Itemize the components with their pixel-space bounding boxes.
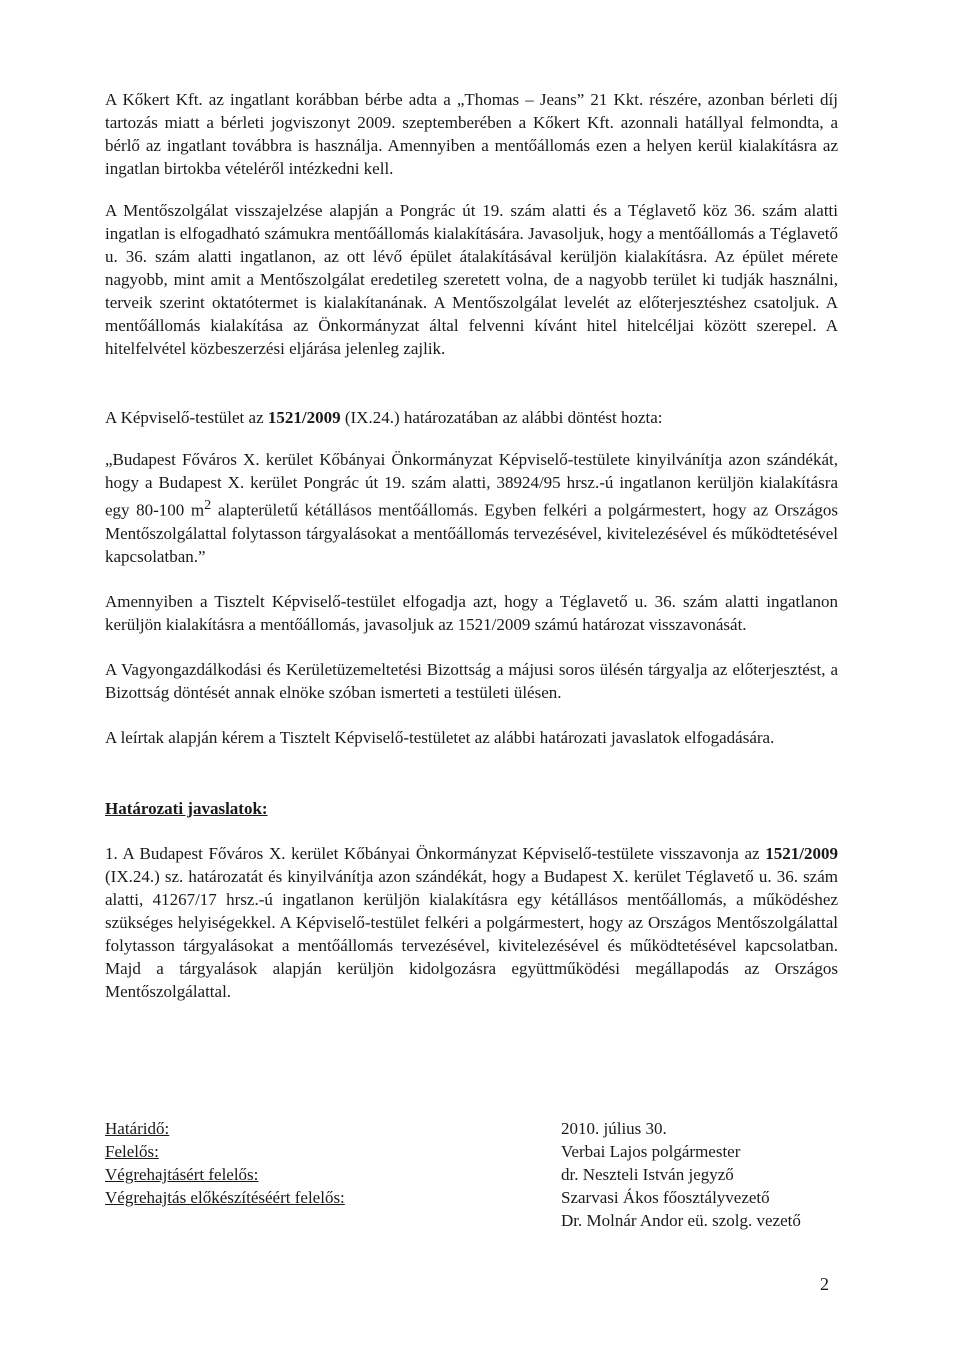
resolution-item-1 [105, 842, 838, 1003]
responsibility-row [105, 1140, 838, 1163]
superscript-2: 2 [204, 497, 212, 513]
resolution-text-part-2: (IX.24.) sz. határozatát és kinyilvánítja azon szándékát, hogy a Budapest X. kerület Téglavető u. 36. szám alatti, 41267/17 hrsz.-ú ingatlanon kerüljön kialakításra egy kétállásos mentőállomás, a működéshez szükséges helyiségekkel. A Képviselő-testület felkéri a polgármestert, hogy az Országos Mentőszolgálattal folytasson tárgyalásokat a mentőállomás tervezésével, kivitelezésével és működtetésével kapcsolatban. Majd a tárgyalások alapján kerüljön kidolgozásra együttműködési megállapodás az Országos Mentőszolgálattal. [105, 866, 838, 1001]
resolution-text-part-1: 1. A Budapest Főváros X. kerület Kőbányai Önkormányzat Képviselő-testülete visszavonja az [105, 843, 766, 863]
responsibility-row [105, 1163, 838, 1186]
preparation-responsible-value: Szarvasi Ákos főosztályvezető [561, 1188, 770, 1207]
paragraph-ambulance-service-feedback: A Mentőszolgálat visszajelzése alapján a Pongrác út 19. szám alatti és a Téglavető köz 36. szám alatti ingatlan is elfogadható számukra mentőállomás kialakítására. Javasoljuk, hogy a mentőállomás a Téglavető u. 36. szám alatti ingatlanon, az ott lévő épület átalakításával kerüljön kialakításra. Az épület mérete nagyobb, mint amit a Mentőszolgálat eredetileg szeretett volna, de a nagyobb terület ki tudják használni, terveik szerint oktatótermet is kialakítanának. A Mentőszolgálat levelét az előterjesztéshez csatoljuk. A mentőállomás kialakítása az Önkormányzat által felvenni kívánt hitel hitelcéljai között szerepel. A hitelfelvétel közbeszerzési eljárása jelenleg zajlik. [105, 201, 838, 358]
paragraph-committee: A Vagyongazdálkodási és Kerületüzemeltetési Bizottság a májusi soros ülésén tárgyalja az előterjesztést, a Bizottság döntését annak elnöke szóban ismerteti a testületi ülésen. [105, 659, 838, 702]
responsible-value: Verbai Lajos polgármester [561, 1142, 741, 1161]
text-previous-resolution-before: A Képviselő-testület az [105, 408, 268, 427]
text-previous-resolution-after: (IX.24.) határozatában az alábbi döntést hozta: [340, 408, 663, 427]
responsibility-row [105, 1186, 838, 1209]
execution-responsible-value: dr. Neszteli István jegyző [561, 1165, 734, 1184]
paragraph-lease-info: A Kőkert Kft. az ingatlant korábban bérbe adta a „Thomas – Jeans” 21 Kkt. részére, azonban bérleti díj tartozás miatt a bérleti jogviszonyt 2009. szeptemberében a Kőkert Kft. azonnali hatállyal felmondta, a bérlő az ingatlant továbbra is használja. Amennyiben a mentőállomás ezen a helyen kerül kialakításra az ingatlan birtokba vételéről intézkedni kell. [105, 90, 838, 178]
responsibilities-table [105, 1117, 838, 1232]
preparation-responsible-label: Végrehajtás előkészítéséért felelős: [105, 1188, 345, 1207]
quote-text-part-1: „Budapest Főváros X. kerület Kőbányai Önkormányzat Képviselő-testülete kinyilvánítja azon szándékát, hogy a Budapest X. kerület Pongrác út 19. szám alatti, 38924/95 hrsz.-ú ingatlanon kerüljön kialakításra egy 80-100 m [105, 450, 838, 520]
quote-text-part-2: alapterületű kétállásos mentőállomás. Egyben felkéri a polgármestert, hogy az Országos Mentőszolgálattal folytasson tárgyalásokat a mentőállomás tervezésével, kivitelezésével és működtetésével kapcsolatban.” [105, 500, 839, 566]
health-service-lead-value: Dr. Molnár Andor eü. szolg. vezető [561, 1211, 801, 1230]
responsible-label: Felelős: [105, 1142, 159, 1161]
deadline-label: Határidő: [105, 1119, 170, 1138]
paragraph-request: A leírtak alapján kérem a Tisztelt Képviselő-testületet az alábbi határozati javaslatok elfogadására. [105, 727, 775, 747]
document-body [105, 88, 838, 1003]
empty-label [105, 1209, 561, 1232]
resolution-heading: Határozati javaslatok: [105, 798, 268, 818]
paragraph-previous-resolution [105, 406, 838, 429]
deadline-value: 2010. július 30. [561, 1119, 667, 1138]
paragraph-revocation-proposal: Amennyiben a Tisztelt Képviselő-testület elfogadja azt, hogy a Téglavető u. 36. szám alatti ingatlanon kerüljön kialakításra a mentőállomás, javasoljuk az 1521/2009 számú határozat visszavonását. [105, 591, 838, 634]
quoted-resolution [105, 448, 838, 568]
text-resolution-number: 1521/2009 [267, 408, 341, 427]
responsibility-row [105, 1117, 838, 1140]
page-number: 2 [820, 1274, 829, 1294]
responsibility-row [105, 1209, 838, 1232]
execution-responsible-label: Végrehajtásért felelős: [105, 1165, 259, 1184]
resolution-bold-number: 1521/2009 [765, 843, 838, 863]
